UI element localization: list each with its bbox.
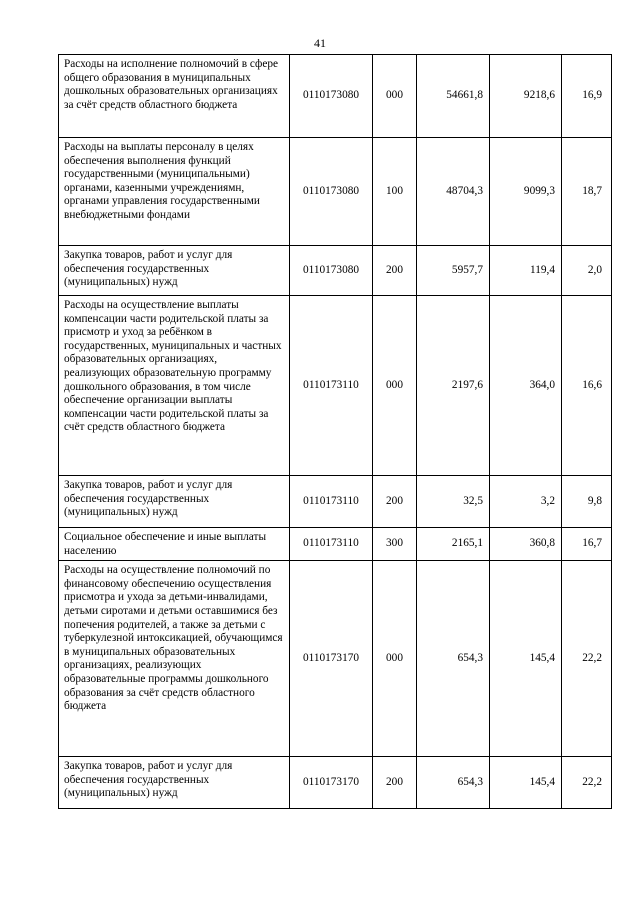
- row-description: Расходы на осуществление выплаты компенсации части родительской платы за присмотр и уход за ребёнком в государственных, муниципальных и частных образовательных организациях, реализующих образовательную программу дошкольного образования, в том числе обеспечение организации выплаты компенсации части родительской платы за счёт средств областного бюджета: [59, 296, 290, 476]
- row-actual: 9218,6: [490, 55, 562, 138]
- row-description: Закупка товаров, работ и услуг для обеспечения государственных (муниципальных) нужд: [59, 757, 290, 809]
- row-plan: 654,3: [417, 757, 490, 809]
- row-code: 0110173080: [290, 55, 373, 138]
- row-code: 0110173170: [290, 561, 373, 757]
- row-plan: 54661,8: [417, 55, 490, 138]
- row-actual: 119,4: [490, 246, 562, 296]
- row-description: Закупка товаров, работ и услуг для обеспечения государственных (муниципальных) нужд: [59, 476, 290, 528]
- row-actual: 9099,3: [490, 138, 562, 246]
- row-percent: 16,7: [562, 528, 612, 561]
- row-expense-type: 100: [373, 138, 417, 246]
- row-actual: 3,2: [490, 476, 562, 528]
- row-actual: 364,0: [490, 296, 562, 476]
- row-plan: 654,3: [417, 561, 490, 757]
- row-percent: 16,9: [562, 55, 612, 138]
- row-percent: 2,0: [562, 246, 612, 296]
- table-row: [59, 528, 612, 561]
- row-description: Расходы на выплаты персоналу в целях обеспечения выполнения функций государственными (муниципальными) органами, казенными учреждениямн, органами управления государственными внебюджетными фондами: [59, 138, 290, 246]
- budget-table: [58, 54, 612, 809]
- row-percent: 9,8: [562, 476, 612, 528]
- row-percent: 22,2: [562, 757, 612, 809]
- row-code: 0110173110: [290, 528, 373, 561]
- row-percent: 18,7: [562, 138, 612, 246]
- row-code: 0110173080: [290, 138, 373, 246]
- row-description: Социальное обеспечение и иные выплаты населению: [59, 528, 290, 561]
- row-expense-type: 200: [373, 757, 417, 809]
- table-row: [59, 296, 612, 476]
- row-percent: 16,6: [562, 296, 612, 476]
- row-code: 0110173110: [290, 296, 373, 476]
- page-number: 41: [314, 36, 326, 50]
- row-expense-type: 000: [373, 296, 417, 476]
- row-expense-type: 300: [373, 528, 417, 561]
- row-expense-type: 200: [373, 476, 417, 528]
- row-percent: 22,2: [562, 561, 612, 757]
- row-expense-type: 000: [373, 561, 417, 757]
- row-expense-type: 200: [373, 246, 417, 296]
- table-row: [59, 476, 612, 528]
- row-actual: 360,8: [490, 528, 562, 561]
- table-row: [59, 757, 612, 809]
- row-expense-type: 000: [373, 55, 417, 138]
- row-description: Расходы на исполнение полномочий в сфере общего образования в муниципальных дошкольных образовательных организациях за счёт средств областного бюджета: [59, 55, 290, 138]
- row-code: 0110173110: [290, 476, 373, 528]
- table-row: [59, 561, 612, 757]
- row-plan: 2197,6: [417, 296, 490, 476]
- row-plan: 2165,1: [417, 528, 490, 561]
- table-row: [59, 138, 612, 246]
- row-code: 0110173170: [290, 757, 373, 809]
- row-description: Закупка товаров, работ и услуг для обеспечения государственных (муниципальных) нужд: [59, 246, 290, 296]
- row-actual: 145,4: [490, 561, 562, 757]
- row-plan: 32,5: [417, 476, 490, 528]
- row-actual: 145,4: [490, 757, 562, 809]
- row-code: 0110173080: [290, 246, 373, 296]
- row-description: Расходы на осуществление полномочий по финансовому обеспечению осуществления присмотра и ухода за детьми-инвалидами, детьми сиротами и детьми оставшимися без попечения родителей, а также за детьми с туберкулезной интоксикацией, обучающимся в муниципальных образовательных организациях, реализующих образовательные программы дошкольного образования за счёт средств областного бюджета: [59, 561, 290, 757]
- table-row: [59, 246, 612, 296]
- row-plan: 48704,3: [417, 138, 490, 246]
- row-plan: 5957,7: [417, 246, 490, 296]
- table-row: [59, 55, 612, 138]
